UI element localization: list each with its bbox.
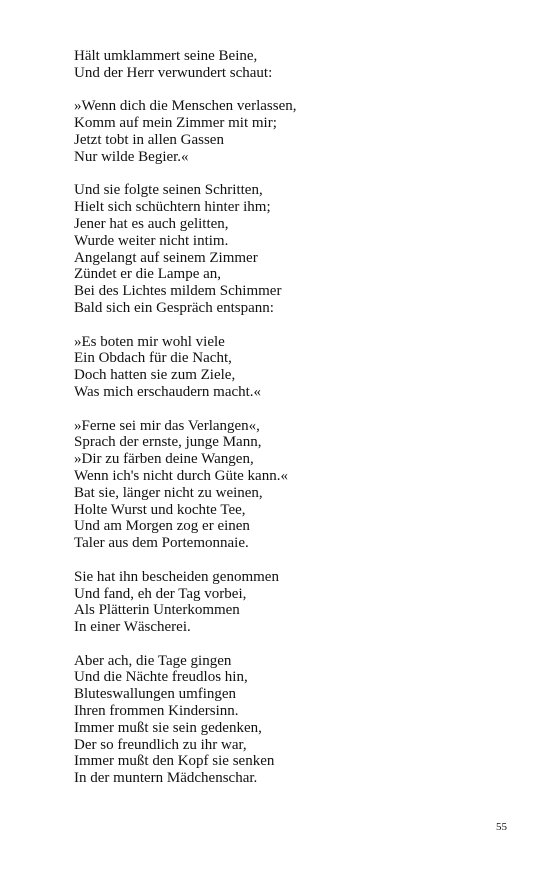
poem-line: »Ferne sei mir das Verlangen«,	[74, 417, 260, 434]
poem-line: Und der Herr verwundert schaut:	[74, 64, 273, 81]
poem-line: Nur wilde Begier.«	[74, 148, 189, 165]
poem-line: Bat sie, länger nicht zu weinen,	[74, 484, 263, 501]
poem-line: Als Plätterin Unterkommen	[74, 602, 240, 619]
stanza-7	[74, 653, 494, 787]
poem-line: Bluteswallungen umfingen	[74, 686, 237, 703]
poem-line: Zündet er die Lampe an,	[74, 266, 222, 283]
poem-line: Immer mußt den Kopf sie senken	[74, 753, 275, 770]
poem-line: Sprach der ernste, junge Mann,	[74, 434, 262, 451]
stanza-2	[74, 98, 494, 165]
poem-line: Wenn ich's nicht durch Güte kann.«	[74, 467, 288, 484]
poem-line: Immer mußt sie sein gedenken,	[74, 719, 262, 736]
poem-line: Und die Nächte freudlos hin,	[74, 669, 248, 686]
poem-line: Bei des Lichtes mildem Schimmer	[74, 283, 282, 300]
poem-line: Holte Wurst und kochte Tee,	[74, 501, 246, 518]
poem-line: »Wenn dich die Menschen verlassen,	[74, 98, 297, 115]
stanza-5	[74, 418, 494, 552]
poem-line: In der muntern Mädchenschar.	[74, 770, 258, 787]
poem-line: Komm auf mein Zimmer mit mir;	[74, 115, 277, 132]
poem-line: Und am Morgen zog er einen	[74, 518, 250, 535]
poem-line: Aber ach, die Tage gingen	[74, 652, 232, 669]
poem-line: Sie hat ihn bescheiden genommen	[74, 568, 279, 585]
poem-line: Und sie folgte seinen Schritten,	[74, 182, 263, 199]
poem-line: Angelangt auf seinem Zimmer	[74, 249, 258, 266]
poem-line: In einer Wäscherei.	[74, 619, 191, 636]
poem-line: Jetzt tobt in allen Gassen	[74, 131, 224, 148]
stanza-6	[74, 569, 494, 636]
poem-line: Doch hatten sie zum Ziele,	[74, 367, 236, 384]
poem-line: Taler aus dem Portemonnaie.	[74, 535, 249, 552]
poem-line: »Es boten mir wohl viele	[74, 333, 225, 350]
poem-text	[74, 48, 494, 804]
poem-line: Der so freundlich zu ihr war,	[74, 736, 247, 753]
stanza-3	[74, 182, 494, 316]
poem-line: Hält umklammert seine Beine,	[74, 48, 258, 64]
poem-line: Jener hat es auch gelitten,	[74, 215, 229, 232]
poem-line: Wurde weiter nicht intim.	[74, 232, 229, 249]
page-number: 55	[496, 821, 507, 833]
poem-line: »Dir zu färben deine Wangen,	[74, 451, 254, 468]
poem-line: Ein Obdach für die Nacht,	[74, 350, 232, 367]
stanza-4	[74, 334, 494, 401]
poem-line: Hielt sich schüchtern hinter ihm;	[74, 199, 271, 216]
stanza-1	[74, 48, 494, 82]
poem-line: Und fand, eh der Tag vorbei,	[74, 585, 247, 602]
poem-line: Was mich erschaudern macht.«	[74, 383, 262, 400]
poem-line: Bald sich ein Gespräch entspann:	[74, 299, 274, 316]
poem-line: Ihren frommen Kindersinn.	[74, 703, 239, 720]
